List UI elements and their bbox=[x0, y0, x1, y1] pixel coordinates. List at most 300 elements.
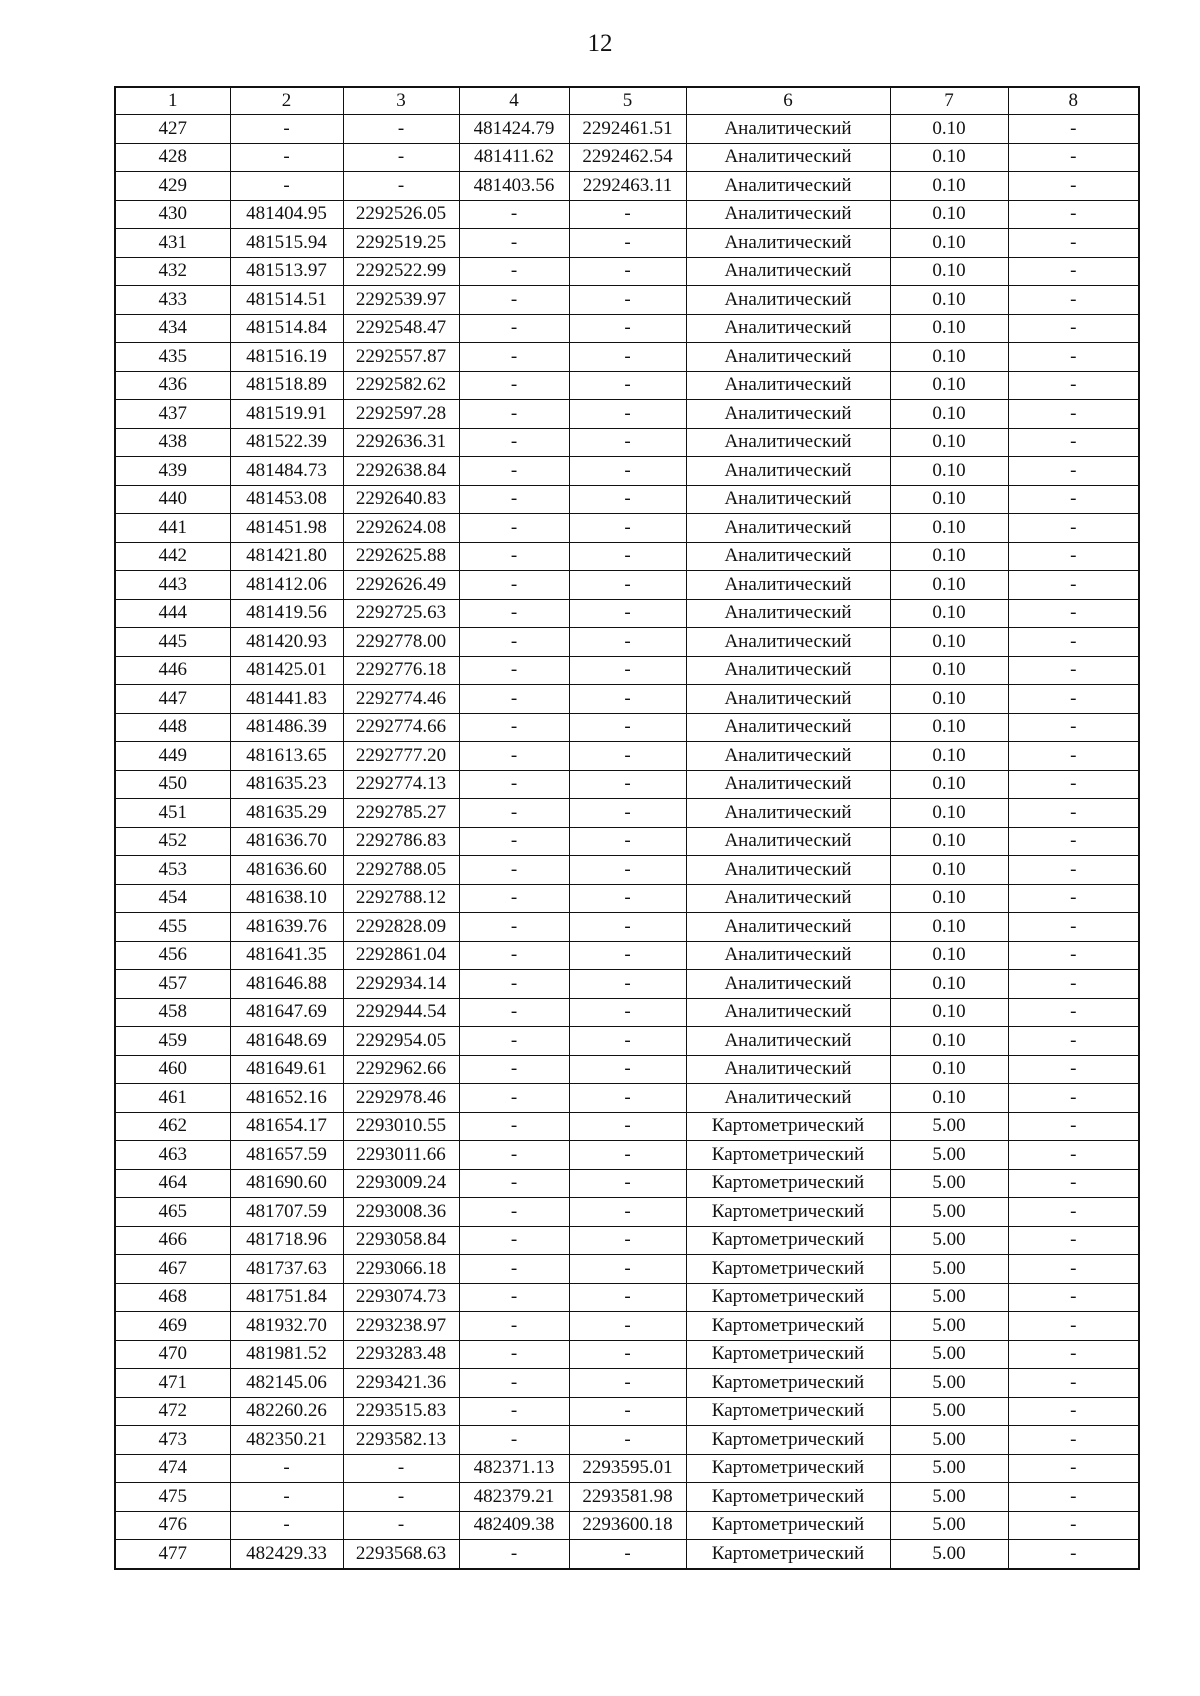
table-cell: Картометрический bbox=[686, 1454, 890, 1483]
table-cell: 481652.16 bbox=[230, 1084, 343, 1113]
column-header: 1 bbox=[115, 87, 230, 115]
table-cell: 453 bbox=[115, 856, 230, 885]
table-cell: - bbox=[569, 998, 686, 1027]
table-cell: 460 bbox=[115, 1055, 230, 1084]
table-cell: - bbox=[1008, 571, 1139, 600]
table-cell: 454 bbox=[115, 884, 230, 913]
table-cell: 436 bbox=[115, 371, 230, 400]
table-cell: 5.00 bbox=[890, 1340, 1008, 1369]
table-cell: 481522.39 bbox=[230, 428, 343, 457]
table-cell: 481441.83 bbox=[230, 685, 343, 714]
table-cell: 2293009.24 bbox=[343, 1169, 459, 1198]
table-cell: 481519.91 bbox=[230, 400, 343, 429]
table-cell: 2293582.13 bbox=[343, 1426, 459, 1455]
table-cell: 481421.80 bbox=[230, 542, 343, 571]
table-cell: 431 bbox=[115, 229, 230, 258]
table-cell: - bbox=[569, 400, 686, 429]
table-cell: - bbox=[459, 713, 569, 742]
table-cell: - bbox=[1008, 1084, 1139, 1113]
table-cell: - bbox=[459, 685, 569, 714]
table-cell: - bbox=[230, 1511, 343, 1540]
table-cell: 0.10 bbox=[890, 685, 1008, 714]
table-cell: - bbox=[569, 343, 686, 372]
table-cell: - bbox=[569, 314, 686, 343]
table-cell: 2292778.00 bbox=[343, 628, 459, 657]
table-cell: - bbox=[459, 1340, 569, 1369]
table-cell: Картометрический bbox=[686, 1112, 890, 1141]
table-cell: 5.00 bbox=[890, 1312, 1008, 1341]
table-cell: 2292776.18 bbox=[343, 656, 459, 685]
table-cell: - bbox=[459, 485, 569, 514]
table-cell: 0.10 bbox=[890, 571, 1008, 600]
table-row bbox=[115, 1198, 1139, 1227]
table-cell: 0.10 bbox=[890, 371, 1008, 400]
table-cell: 481518.89 bbox=[230, 371, 343, 400]
table-cell: - bbox=[459, 628, 569, 657]
table-cell: 0.10 bbox=[890, 143, 1008, 172]
table-cell: 481404.95 bbox=[230, 200, 343, 229]
table-cell: - bbox=[459, 913, 569, 942]
table-row bbox=[115, 514, 1139, 543]
table-cell: Картометрический bbox=[686, 1369, 890, 1398]
table-cell: Аналитический bbox=[686, 941, 890, 970]
table-cell: 434 bbox=[115, 314, 230, 343]
table-cell: 5.00 bbox=[890, 1511, 1008, 1540]
table-cell: 482145.06 bbox=[230, 1369, 343, 1398]
table-cell: - bbox=[459, 1084, 569, 1113]
table-cell: 2292978.46 bbox=[343, 1084, 459, 1113]
table-cell: Аналитический bbox=[686, 827, 890, 856]
table-cell: 481648.69 bbox=[230, 1027, 343, 1056]
table-cell: 481737.63 bbox=[230, 1255, 343, 1284]
table-cell: - bbox=[1008, 970, 1139, 999]
table-cell: 435 bbox=[115, 343, 230, 372]
table-cell: - bbox=[569, 428, 686, 457]
table-cell: - bbox=[1008, 143, 1139, 172]
table-cell: - bbox=[569, 742, 686, 771]
table-cell: 481516.19 bbox=[230, 343, 343, 372]
table-cell: - bbox=[1008, 1312, 1139, 1341]
table-cell: 449 bbox=[115, 742, 230, 771]
table-cell: - bbox=[569, 599, 686, 628]
table-cell: - bbox=[569, 656, 686, 685]
table-cell: Аналитический bbox=[686, 371, 890, 400]
table-cell: 437 bbox=[115, 400, 230, 429]
table-cell: - bbox=[459, 343, 569, 372]
table-cell: 5.00 bbox=[890, 1255, 1008, 1284]
table-row bbox=[115, 1169, 1139, 1198]
table-cell: - bbox=[569, 514, 686, 543]
table-cell: - bbox=[1008, 1540, 1139, 1569]
table-cell: - bbox=[459, 656, 569, 685]
table-cell: - bbox=[459, 229, 569, 258]
table-cell: - bbox=[1008, 1198, 1139, 1227]
table-cell: 0.10 bbox=[890, 827, 1008, 856]
table-cell: - bbox=[569, 685, 686, 714]
table-cell: Аналитический bbox=[686, 713, 890, 742]
table-cell: 464 bbox=[115, 1169, 230, 1198]
table-cell: - bbox=[569, 1369, 686, 1398]
table-cell: - bbox=[230, 115, 343, 144]
table-cell: - bbox=[1008, 115, 1139, 144]
table-cell: - bbox=[1008, 1141, 1139, 1170]
table-cell: Картометрический bbox=[686, 1255, 890, 1284]
table-cell: - bbox=[459, 799, 569, 828]
table-cell: - bbox=[459, 998, 569, 1027]
table-cell: 451 bbox=[115, 799, 230, 828]
table-row bbox=[115, 343, 1139, 372]
table-cell: 0.10 bbox=[890, 286, 1008, 315]
table-row bbox=[115, 457, 1139, 486]
page-number: 12 bbox=[587, 30, 613, 57]
table-cell: - bbox=[343, 1483, 459, 1512]
table-cell: 481751.84 bbox=[230, 1283, 343, 1312]
table-cell: 462 bbox=[115, 1112, 230, 1141]
table-cell: 2292861.04 bbox=[343, 941, 459, 970]
table-cell: - bbox=[569, 1055, 686, 1084]
table-cell: Аналитический bbox=[686, 628, 890, 657]
table-cell: 0.10 bbox=[890, 485, 1008, 514]
table-row bbox=[115, 428, 1139, 457]
table-cell: 0.10 bbox=[890, 656, 1008, 685]
table-cell: 481420.93 bbox=[230, 628, 343, 657]
table-cell: - bbox=[1008, 229, 1139, 258]
table-row bbox=[115, 599, 1139, 628]
table-cell: 2293008.36 bbox=[343, 1198, 459, 1227]
table-cell: - bbox=[569, 970, 686, 999]
table-cell: 428 bbox=[115, 143, 230, 172]
table-cell: - bbox=[459, 827, 569, 856]
table-cell: 429 bbox=[115, 172, 230, 201]
table-cell: - bbox=[459, 457, 569, 486]
table-cell: 482409.38 bbox=[459, 1511, 569, 1540]
table-row bbox=[115, 571, 1139, 600]
table-row bbox=[115, 1283, 1139, 1312]
table-cell: 2293421.36 bbox=[343, 1369, 459, 1398]
table-row bbox=[115, 970, 1139, 999]
table-cell: - bbox=[1008, 1027, 1139, 1056]
table-row bbox=[115, 913, 1139, 942]
table-cell: - bbox=[569, 856, 686, 885]
table-cell: 0.10 bbox=[890, 200, 1008, 229]
table-cell: 481412.06 bbox=[230, 571, 343, 600]
table-cell: 482260.26 bbox=[230, 1397, 343, 1426]
table-cell: - bbox=[1008, 827, 1139, 856]
table-cell: - bbox=[569, 1198, 686, 1227]
table-cell: Аналитический bbox=[686, 913, 890, 942]
table-cell: 481486.39 bbox=[230, 713, 343, 742]
table-cell: - bbox=[459, 1397, 569, 1426]
table-cell: - bbox=[459, 884, 569, 913]
table-cell: - bbox=[569, 1226, 686, 1255]
table-cell: 2293074.73 bbox=[343, 1283, 459, 1312]
table-cell: - bbox=[459, 314, 569, 343]
table-cell: 5.00 bbox=[890, 1198, 1008, 1227]
table-cell: 475 bbox=[115, 1483, 230, 1512]
table-cell: Аналитический bbox=[686, 1084, 890, 1113]
table-cell: 2292774.46 bbox=[343, 685, 459, 714]
table-row bbox=[115, 713, 1139, 742]
table-cell: 2293568.63 bbox=[343, 1540, 459, 1569]
table-cell: Аналитический bbox=[686, 229, 890, 258]
table-cell: 481646.88 bbox=[230, 970, 343, 999]
table-cell: - bbox=[459, 286, 569, 315]
table-cell: Аналитический bbox=[686, 742, 890, 771]
table-cell: 0.10 bbox=[890, 457, 1008, 486]
table-cell: Аналитический bbox=[686, 571, 890, 600]
table-row bbox=[115, 172, 1139, 201]
table-cell: 481411.62 bbox=[459, 143, 569, 172]
table-cell: Аналитический bbox=[686, 1055, 890, 1084]
table-cell: Аналитический bbox=[686, 656, 890, 685]
table-cell: 2292626.49 bbox=[343, 571, 459, 600]
table-cell: - bbox=[1008, 941, 1139, 970]
table-cell: - bbox=[1008, 1226, 1139, 1255]
table-cell: - bbox=[569, 571, 686, 600]
table-cell: - bbox=[459, 257, 569, 286]
table-row bbox=[115, 1112, 1139, 1141]
table-cell: - bbox=[569, 799, 686, 828]
table-cell: - bbox=[343, 115, 459, 144]
table-cell: - bbox=[569, 371, 686, 400]
table-cell: - bbox=[569, 941, 686, 970]
table-cell: - bbox=[459, 542, 569, 571]
table-cell: 0.10 bbox=[890, 770, 1008, 799]
table-cell: 481453.08 bbox=[230, 485, 343, 514]
table-cell: 456 bbox=[115, 941, 230, 970]
table-cell: Картометрический bbox=[686, 1426, 890, 1455]
table-cell: 457 bbox=[115, 970, 230, 999]
table-row bbox=[115, 1084, 1139, 1113]
table-cell: - bbox=[1008, 742, 1139, 771]
table-cell: 482371.13 bbox=[459, 1454, 569, 1483]
table-cell: 481515.94 bbox=[230, 229, 343, 258]
column-header: 6 bbox=[686, 87, 890, 115]
table-header-row bbox=[115, 87, 1139, 115]
table-cell: - bbox=[1008, 514, 1139, 543]
table-cell: 2293595.01 bbox=[569, 1454, 686, 1483]
table-row bbox=[115, 799, 1139, 828]
table-cell: Аналитический bbox=[686, 884, 890, 913]
column-header: 5 bbox=[569, 87, 686, 115]
table-cell: 444 bbox=[115, 599, 230, 628]
table-cell: Аналитический bbox=[686, 400, 890, 429]
table-cell: 450 bbox=[115, 770, 230, 799]
table-row bbox=[115, 1426, 1139, 1455]
table-cell: 443 bbox=[115, 571, 230, 600]
table-cell: - bbox=[459, 1255, 569, 1284]
table-cell: 481419.56 bbox=[230, 599, 343, 628]
table-cell: 2292725.63 bbox=[343, 599, 459, 628]
table-cell: 2292636.31 bbox=[343, 428, 459, 457]
table-cell: 0.10 bbox=[890, 314, 1008, 343]
table-cell: 471 bbox=[115, 1369, 230, 1398]
table-cell: Аналитический bbox=[686, 970, 890, 999]
table-cell: 481707.59 bbox=[230, 1198, 343, 1227]
table-cell: - bbox=[1008, 998, 1139, 1027]
table-cell: - bbox=[1008, 1483, 1139, 1512]
table-cell: 2293238.97 bbox=[343, 1312, 459, 1341]
table-cell: 2293581.98 bbox=[569, 1483, 686, 1512]
table-cell: - bbox=[569, 628, 686, 657]
table-cell: - bbox=[1008, 257, 1139, 286]
table-cell: - bbox=[1008, 457, 1139, 486]
table-row bbox=[115, 1454, 1139, 1483]
table-cell: 481639.76 bbox=[230, 913, 343, 942]
table-cell: - bbox=[1008, 286, 1139, 315]
table-cell: Картометрический bbox=[686, 1540, 890, 1569]
table-row bbox=[115, 1483, 1139, 1512]
table-cell: - bbox=[230, 143, 343, 172]
table-row bbox=[115, 143, 1139, 172]
table-cell: 0.10 bbox=[890, 400, 1008, 429]
table-cell: 481638.10 bbox=[230, 884, 343, 913]
table-cell: - bbox=[1008, 799, 1139, 828]
table-row bbox=[115, 1141, 1139, 1170]
table-cell: 470 bbox=[115, 1340, 230, 1369]
table-cell: - bbox=[459, 571, 569, 600]
table-row bbox=[115, 1226, 1139, 1255]
table-row bbox=[115, 1312, 1139, 1341]
table-cell: Аналитический bbox=[686, 599, 890, 628]
table-cell: 427 bbox=[115, 115, 230, 144]
table-cell: - bbox=[569, 884, 686, 913]
table-row bbox=[115, 998, 1139, 1027]
table-cell: 448 bbox=[115, 713, 230, 742]
table-cell: Картометрический bbox=[686, 1198, 890, 1227]
table-cell: - bbox=[569, 1540, 686, 1569]
table-cell: 2292774.13 bbox=[343, 770, 459, 799]
table-cell: - bbox=[569, 827, 686, 856]
table-cell: - bbox=[569, 457, 686, 486]
table-cell: - bbox=[343, 172, 459, 201]
table-cell: 476 bbox=[115, 1511, 230, 1540]
table-cell: 442 bbox=[115, 542, 230, 571]
table-cell: - bbox=[459, 1540, 569, 1569]
table-row bbox=[115, 314, 1139, 343]
table-cell: - bbox=[459, 1027, 569, 1056]
table-cell: 481403.56 bbox=[459, 172, 569, 201]
table-row bbox=[115, 229, 1139, 258]
table-cell: - bbox=[569, 229, 686, 258]
table-cell: - bbox=[569, 770, 686, 799]
table-cell: 481690.60 bbox=[230, 1169, 343, 1198]
table-cell: 2292774.66 bbox=[343, 713, 459, 742]
table-cell: - bbox=[1008, 913, 1139, 942]
table-cell: - bbox=[459, 770, 569, 799]
table-cell: 447 bbox=[115, 685, 230, 714]
table-cell: 2293058.84 bbox=[343, 1226, 459, 1255]
table-cell: 459 bbox=[115, 1027, 230, 1056]
table-row bbox=[115, 770, 1139, 799]
table-cell: 452 bbox=[115, 827, 230, 856]
table-cell: - bbox=[1008, 1283, 1139, 1312]
table-cell: - bbox=[459, 941, 569, 970]
table-cell: Аналитический bbox=[686, 685, 890, 714]
table-cell: 473 bbox=[115, 1426, 230, 1455]
table-cell: 0.10 bbox=[890, 941, 1008, 970]
table-cell: 481981.52 bbox=[230, 1340, 343, 1369]
table-cell: 2292519.25 bbox=[343, 229, 459, 258]
table-cell: - bbox=[569, 1397, 686, 1426]
table-cell: - bbox=[459, 1312, 569, 1341]
table-cell: - bbox=[459, 1112, 569, 1141]
table-cell: - bbox=[459, 400, 569, 429]
table-cell: - bbox=[459, 1426, 569, 1455]
table-cell: - bbox=[1008, 400, 1139, 429]
table-cell: 2292539.97 bbox=[343, 286, 459, 315]
table-cell: - bbox=[459, 200, 569, 229]
table-cell: 481636.60 bbox=[230, 856, 343, 885]
table-cell: - bbox=[1008, 1454, 1139, 1483]
table-cell: - bbox=[459, 742, 569, 771]
table-cell: 467 bbox=[115, 1255, 230, 1284]
table-cell: - bbox=[1008, 314, 1139, 343]
table-row bbox=[115, 856, 1139, 885]
table-cell: - bbox=[569, 1112, 686, 1141]
table-cell: - bbox=[459, 599, 569, 628]
table-cell: 2292461.51 bbox=[569, 115, 686, 144]
table-cell: 2292557.87 bbox=[343, 343, 459, 372]
table-cell: 469 bbox=[115, 1312, 230, 1341]
table-cell: 482379.21 bbox=[459, 1483, 569, 1512]
table-cell: 481647.69 bbox=[230, 998, 343, 1027]
table-cell: - bbox=[1008, 1340, 1139, 1369]
table-cell: - bbox=[1008, 343, 1139, 372]
table-cell: 481424.79 bbox=[459, 115, 569, 144]
table-cell: Аналитический bbox=[686, 286, 890, 315]
table-row bbox=[115, 1540, 1139, 1569]
table-cell: 481635.23 bbox=[230, 770, 343, 799]
table-cell: 439 bbox=[115, 457, 230, 486]
table-cell: - bbox=[1008, 371, 1139, 400]
table-cell: Аналитический bbox=[686, 172, 890, 201]
table-row bbox=[115, 1027, 1139, 1056]
table-cell: - bbox=[459, 1283, 569, 1312]
table-cell: 466 bbox=[115, 1226, 230, 1255]
column-header: 8 bbox=[1008, 87, 1139, 115]
table-cell: 0.10 bbox=[890, 713, 1008, 742]
table-cell: Аналитический bbox=[686, 143, 890, 172]
table-cell: - bbox=[459, 1369, 569, 1398]
table-cell: - bbox=[569, 1340, 686, 1369]
table-cell: 2293010.55 bbox=[343, 1112, 459, 1141]
table-row bbox=[115, 742, 1139, 771]
table-row bbox=[115, 656, 1139, 685]
table-cell: Аналитический bbox=[686, 257, 890, 286]
table-cell: 5.00 bbox=[890, 1483, 1008, 1512]
table-cell: 472 bbox=[115, 1397, 230, 1426]
table-cell: 481636.70 bbox=[230, 827, 343, 856]
table-cell: 2292624.08 bbox=[343, 514, 459, 543]
table-cell: 2292785.27 bbox=[343, 799, 459, 828]
table-cell: 481657.59 bbox=[230, 1141, 343, 1170]
table-cell: 0.10 bbox=[890, 628, 1008, 657]
table-cell: Картометрический bbox=[686, 1312, 890, 1341]
table-cell: 2292788.12 bbox=[343, 884, 459, 913]
table-cell: 2292777.20 bbox=[343, 742, 459, 771]
table-cell: Аналитический bbox=[686, 314, 890, 343]
table-cell: 481641.35 bbox=[230, 941, 343, 970]
table-cell: 481635.29 bbox=[230, 799, 343, 828]
table-cell: 0.10 bbox=[890, 428, 1008, 457]
table-cell: - bbox=[569, 913, 686, 942]
table-cell: Картометрический bbox=[686, 1169, 890, 1198]
table-cell: 481451.98 bbox=[230, 514, 343, 543]
table-cell: 438 bbox=[115, 428, 230, 457]
table-cell: 5.00 bbox=[890, 1226, 1008, 1255]
table-cell: - bbox=[569, 485, 686, 514]
